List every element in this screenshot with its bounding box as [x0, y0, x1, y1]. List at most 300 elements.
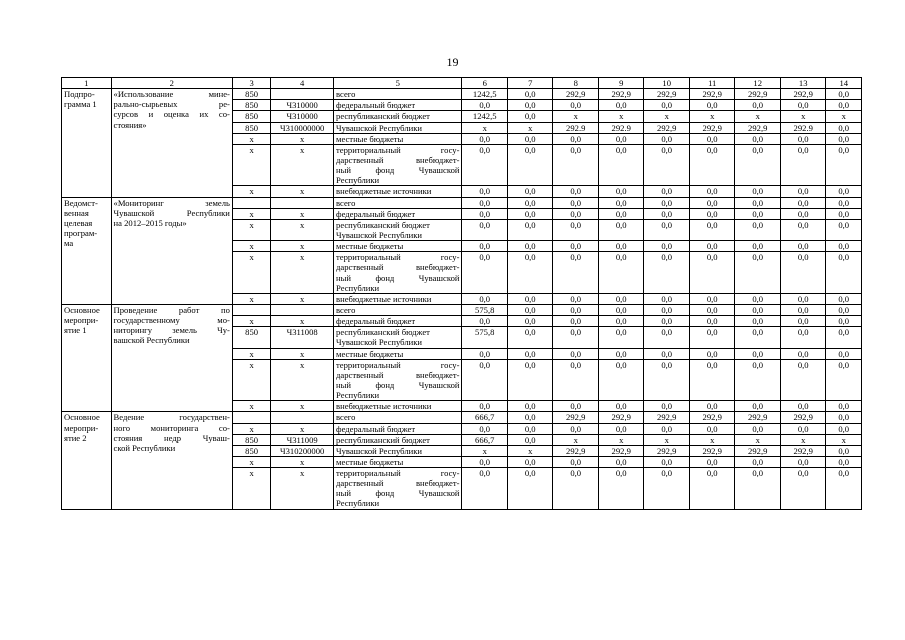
item-title-line: ниторингу земель Чу- [113, 325, 230, 336]
amount-cell: 0,0 [735, 219, 781, 240]
funding-source-line: федеральный бюджет [336, 316, 416, 327]
target-code-cell: х [271, 468, 334, 510]
target-code-cell: х [271, 144, 334, 186]
amount-cell: 0,0 [826, 219, 862, 240]
amount-cell: 0,0 [507, 208, 553, 219]
amount-cell: х [780, 111, 826, 122]
amount-cell: 0,0 [780, 456, 826, 467]
funding-source-line: территориальный госу- [336, 252, 460, 263]
amount-cell: 0,0 [826, 186, 862, 197]
amount-cell: 0,0 [826, 412, 862, 423]
amount-cell: 0,0 [598, 423, 644, 434]
amount-cell: 1242,5 [462, 111, 508, 122]
header-cell: 10 [644, 78, 690, 89]
amount-cell: 0,0 [689, 133, 735, 144]
amount-cell: 0,0 [735, 304, 781, 315]
amount-cell: х [553, 111, 599, 122]
amount-cell: 0,0 [507, 100, 553, 111]
amount-cell: 0,0 [689, 197, 735, 208]
item-type-cell [62, 412, 112, 509]
amount-cell: 0,0 [507, 348, 553, 359]
page-number: 19 [446, 55, 459, 69]
budget-code-cell: х [232, 186, 270, 197]
amount-cell: 0,0 [507, 252, 553, 294]
amount-cell: 0,0 [689, 144, 735, 186]
amount-cell: 0,0 [598, 100, 644, 111]
amount-cell: 0,0 [689, 359, 735, 401]
amount-cell: 0,0 [553, 252, 599, 294]
amount-cell: 292,9 [644, 122, 690, 133]
amount-cell: 0,0 [644, 304, 690, 315]
budget-code-cell: 850 [232, 434, 270, 445]
funding-source-line: всего [336, 197, 356, 208]
amount-cell: 0,0 [689, 304, 735, 315]
item-type-line: ятие 2 [64, 432, 87, 443]
amount-cell: 0,0 [598, 304, 644, 315]
amount-cell: 0,0 [553, 456, 599, 467]
amount-cell: 0,0 [780, 359, 826, 401]
item-title-line: «Мониторинг земель [113, 197, 230, 208]
amount-cell: 0,0 [553, 468, 599, 510]
amount-cell: х [826, 434, 862, 445]
item-type-line: меропри- [64, 422, 99, 433]
amount-cell: 292,9 [735, 412, 781, 423]
amount-cell: 0,0 [735, 468, 781, 510]
amount-cell: 292,9 [689, 412, 735, 423]
funding-source-line: республиканский бюджет [336, 219, 430, 230]
target-code-cell: х [271, 241, 334, 252]
funding-source-line: местные бюджеты [336, 241, 404, 252]
amount-cell: 0,0 [507, 316, 553, 327]
budget-code-cell: х [232, 359, 270, 401]
amount-cell: 0,0 [598, 252, 644, 294]
amount-cell: 292,9 [553, 412, 599, 423]
amount-cell: 0,0 [507, 186, 553, 197]
amount-cell: 0,0 [507, 144, 553, 186]
budget-code-cell: х [232, 316, 270, 327]
funding-source-line: ный фонд Чувашской [336, 272, 460, 283]
amount-cell: 0,0 [507, 359, 553, 401]
funding-source-line: Республики [336, 175, 380, 186]
amount-cell: 0,0 [780, 327, 826, 348]
item-title-line: государственному мо- [113, 315, 230, 326]
amount-cell: 0,0 [553, 316, 599, 327]
funding-source-cell [334, 423, 462, 434]
amount-cell: 0,0 [689, 252, 735, 294]
funding-source-cell [334, 348, 462, 359]
amount-cell: 0,0 [553, 219, 599, 240]
amount-cell: 0,0 [644, 133, 690, 144]
amount-cell: 292,9 [598, 89, 644, 100]
amount-cell: 0,0 [462, 359, 508, 401]
table-row [62, 89, 862, 100]
target-code-cell: х [271, 133, 334, 144]
amount-cell: 0,0 [598, 316, 644, 327]
funding-source-line: местные бюджеты [336, 456, 404, 467]
target-code-cell: Ч310000 [271, 100, 334, 111]
amount-cell: 0,0 [553, 241, 599, 252]
amount-cell: 0,0 [644, 348, 690, 359]
amount-cell: 292,9 [780, 89, 826, 100]
table-header [62, 78, 862, 89]
amount-cell: 0,0 [826, 100, 862, 111]
amount-cell: 0,0 [644, 197, 690, 208]
amount-cell: 0,0 [735, 293, 781, 304]
header-cell: 12 [735, 78, 781, 89]
amount-cell: 0,0 [826, 456, 862, 467]
item-type-line: Основное [64, 304, 100, 315]
amount-cell: 0,0 [553, 144, 599, 186]
amount-cell: 0,0 [507, 111, 553, 122]
budget-code-cell: х [232, 348, 270, 359]
target-code-cell: х [271, 316, 334, 327]
amount-cell: 0,0 [644, 327, 690, 348]
budget-code-cell: х [232, 208, 270, 219]
amount-cell: 0,0 [462, 456, 508, 467]
header-cell: 7 [507, 78, 553, 89]
amount-cell: 0,0 [462, 348, 508, 359]
header-cell: 6 [462, 78, 508, 89]
funding-source-line: Чувашской Республики [336, 122, 422, 133]
target-code-cell: х [271, 208, 334, 219]
amount-cell: 0,0 [735, 423, 781, 434]
funding-source-line: территориальный госу- [336, 359, 460, 370]
budget-code-cell: х [232, 293, 270, 304]
amount-cell: 0,0 [462, 208, 508, 219]
amount-cell: 0,0 [507, 412, 553, 423]
funding-source-cell [334, 89, 462, 100]
amount-cell: 0,0 [598, 197, 644, 208]
amount-cell: 0,0 [780, 252, 826, 294]
amount-cell: 0,0 [689, 208, 735, 219]
budget-code-cell: 850 [232, 100, 270, 111]
amount-cell: 0,0 [644, 241, 690, 252]
target-code-cell: х [271, 348, 334, 359]
amount-cell: 0,0 [735, 252, 781, 294]
amount-cell: 575,8 [462, 304, 508, 315]
amount-cell: х [553, 434, 599, 445]
amount-cell: 292,9 [644, 445, 690, 456]
amount-cell: 0,0 [780, 197, 826, 208]
funding-source-cell [334, 122, 462, 133]
amount-cell: 0,0 [598, 293, 644, 304]
item-type-line: Подпро- [64, 89, 95, 100]
amount-cell: 0,0 [507, 293, 553, 304]
funding-source-line: территориальный госу- [336, 468, 460, 479]
amount-cell: 292.9 [598, 122, 644, 133]
amount-cell: 0,0 [598, 219, 644, 240]
amount-cell: 0,0 [689, 219, 735, 240]
amount-cell: 0,0 [826, 304, 862, 315]
amount-cell: 0,0 [689, 348, 735, 359]
budget-code-cell: х [232, 144, 270, 186]
amount-cell: 0,0 [507, 219, 553, 240]
amount-cell: 0,0 [689, 423, 735, 434]
amount-cell: 292.9 [780, 122, 826, 133]
budget-code-cell: 850 [232, 327, 270, 348]
funding-source-line: дарственный внебюджет- [336, 154, 460, 165]
amount-cell: 0,0 [826, 122, 862, 133]
amount-cell: 666,7 [462, 412, 508, 423]
amount-cell: 0,0 [826, 468, 862, 510]
amount-cell: 0,0 [507, 423, 553, 434]
budget-code-cell [232, 197, 270, 208]
funding-source-cell [334, 468, 462, 510]
amount-cell: 0,0 [780, 133, 826, 144]
amount-cell: 292,9 [553, 445, 599, 456]
funding-source-cell [334, 111, 462, 122]
amount-cell: 292,9 [644, 89, 690, 100]
amount-cell: 0,0 [780, 100, 826, 111]
amount-cell: 0,0 [780, 316, 826, 327]
amount-cell: 0,0 [644, 423, 690, 434]
amount-cell: 0,0 [507, 304, 553, 315]
target-code-cell: Ч310000000 [271, 122, 334, 133]
amount-cell: 0,0 [689, 456, 735, 467]
amount-cell: 0,0 [507, 456, 553, 467]
amount-cell: 0,0 [644, 144, 690, 186]
amount-cell: 292,9 [644, 412, 690, 423]
table-row [62, 304, 862, 315]
amount-cell: 0,0 [735, 133, 781, 144]
amount-cell: 0,0 [553, 348, 599, 359]
funding-source-cell [334, 219, 462, 240]
target-code-cell [271, 304, 334, 315]
amount-cell: 0,0 [780, 401, 826, 412]
amount-cell: 0,0 [735, 241, 781, 252]
amount-cell: 1242,5 [462, 89, 508, 100]
item-type-line: венная [64, 207, 89, 218]
funding-source-cell [334, 208, 462, 219]
amount-cell: 0,0 [780, 293, 826, 304]
funding-source-line: ный фонд Чувашской [336, 165, 460, 176]
target-code-cell [271, 89, 334, 100]
item-type-line: меропри- [64, 315, 99, 326]
funding-source-cell [334, 456, 462, 467]
amount-cell: 0,0 [553, 100, 599, 111]
funding-source-cell [334, 327, 462, 348]
item-type-line: целевая [64, 217, 93, 228]
budget-code-cell: х [232, 468, 270, 510]
amount-cell: 0,0 [462, 423, 508, 434]
funding-source-cell [334, 186, 462, 197]
amount-cell: 0,0 [644, 359, 690, 401]
target-code-cell: х [271, 219, 334, 240]
amount-cell: 0,0 [735, 144, 781, 186]
amount-cell: 0,0 [462, 468, 508, 510]
amount-cell: 0,0 [644, 316, 690, 327]
amount-cell: 0,0 [644, 208, 690, 219]
amount-cell: 0,0 [644, 456, 690, 467]
budget-code-cell: х [232, 252, 270, 294]
item-title-line: Ведение государствен- [113, 412, 230, 423]
funding-source-line: республиканский бюджет [336, 327, 430, 338]
funding-source-line: дарственный внебюджет- [336, 262, 460, 273]
amount-cell: 0,0 [735, 359, 781, 401]
amount-cell: 0,0 [644, 186, 690, 197]
item-title-line: Проведение работ по [113, 304, 230, 315]
funding-source-cell [334, 445, 462, 456]
amount-cell: 0,0 [780, 241, 826, 252]
amount-cell: х [462, 122, 508, 133]
amount-cell: 0,0 [689, 293, 735, 304]
funding-source-line: Чувашской Республики [336, 229, 422, 240]
budget-code-cell [232, 412, 270, 423]
amount-cell: 0,0 [598, 327, 644, 348]
amount-cell: 0,0 [644, 401, 690, 412]
table-body [62, 89, 862, 509]
amount-cell: х [507, 445, 553, 456]
amount-cell: 0,0 [553, 208, 599, 219]
amount-cell: х [598, 111, 644, 122]
amount-cell: 0,0 [826, 89, 862, 100]
target-code-cell: х [271, 456, 334, 467]
item-title-cell [111, 89, 232, 197]
budget-code-cell: 850 [232, 89, 270, 100]
amount-cell: 0,0 [826, 423, 862, 434]
item-title-line: стояния» [113, 119, 147, 130]
header-cell: 11 [689, 78, 735, 89]
amount-cell: 666,7 [462, 434, 508, 445]
amount-cell: 0,0 [689, 100, 735, 111]
funding-source-cell [334, 133, 462, 144]
header-cell: 2 [111, 78, 232, 89]
amount-cell: 0,0 [462, 219, 508, 240]
funding-source-cell [334, 412, 462, 423]
amount-cell: 0,0 [462, 241, 508, 252]
amount-cell: 0,0 [644, 293, 690, 304]
amount-cell: 0,0 [735, 186, 781, 197]
target-code-cell: Ч310200000 [271, 445, 334, 456]
budget-code-cell: х [232, 219, 270, 240]
funding-source-line: Республики [336, 282, 380, 293]
target-code-cell: х [271, 401, 334, 412]
budget-code-cell: 850 [232, 122, 270, 133]
amount-cell: 0,0 [826, 241, 862, 252]
funding-source-line: Республики [336, 390, 380, 401]
amount-cell: 0,0 [826, 144, 862, 186]
amount-cell: 292,9 [735, 89, 781, 100]
amount-cell: 0,0 [735, 316, 781, 327]
funding-source-line: Республики [336, 498, 380, 509]
header-cell: 8 [553, 78, 599, 89]
amount-cell: 292,9 [780, 412, 826, 423]
amount-cell: 0,0 [598, 468, 644, 510]
amount-cell: 0,0 [644, 100, 690, 111]
funding-source-cell [334, 359, 462, 401]
amount-cell: х [689, 111, 735, 122]
amount-cell: 0,0 [598, 241, 644, 252]
funding-source-cell [334, 434, 462, 445]
budget-code-cell: 850 [232, 111, 270, 122]
amount-cell: 0,0 [507, 327, 553, 348]
amount-cell: 0,0 [689, 401, 735, 412]
budget-code-cell: х [232, 423, 270, 434]
amount-cell: 0,0 [507, 133, 553, 144]
funding-source-line: территориальный госу- [336, 144, 460, 155]
amount-cell: 0,0 [689, 468, 735, 510]
amount-cell: 0,0 [553, 423, 599, 434]
target-code-cell [271, 197, 334, 208]
amount-cell: 0,0 [780, 348, 826, 359]
funding-source-line: Чувашской Республики [336, 445, 422, 456]
item-type-line: Ведомст- [64, 197, 98, 208]
amount-cell: 0,0 [826, 197, 862, 208]
amount-cell: 0,0 [598, 144, 644, 186]
amount-cell: 0,0 [780, 468, 826, 510]
budget-code-cell [232, 304, 270, 315]
amount-cell: 0,0 [689, 186, 735, 197]
amount-cell: х [462, 445, 508, 456]
amount-cell: 575,8 [462, 327, 508, 348]
funding-source-line: Чувашской Республики [336, 337, 422, 348]
amount-cell: 0,0 [553, 186, 599, 197]
target-code-cell [271, 412, 334, 423]
amount-cell: 0,0 [826, 445, 862, 456]
amount-cell: 0,0 [826, 327, 862, 348]
item-title-line: на 2012–2015 годы» [113, 217, 187, 228]
amount-cell: 0,0 [598, 348, 644, 359]
amount-cell: 0,0 [598, 401, 644, 412]
target-code-cell: х [271, 186, 334, 197]
amount-cell: х [780, 434, 826, 445]
item-type-line: ма [64, 238, 74, 249]
amount-cell: 0,0 [826, 293, 862, 304]
amount-cell: 292,9 [780, 445, 826, 456]
item-title-line: вашской Республики [113, 335, 190, 346]
item-title-cell [111, 197, 232, 304]
target-code-cell: х [271, 293, 334, 304]
funding-table [61, 77, 862, 510]
amount-cell: 292,9 [553, 89, 599, 100]
amount-cell: 0,0 [780, 219, 826, 240]
table-row [62, 412, 862, 423]
amount-cell: 0,0 [462, 186, 508, 197]
amount-cell: 0,0 [735, 197, 781, 208]
header-cell: 1 [62, 78, 112, 89]
funding-source-line: всего [336, 304, 356, 315]
amount-cell: х [735, 434, 781, 445]
budget-code-cell: х [232, 456, 270, 467]
amount-cell: 0,0 [735, 401, 781, 412]
amount-cell: х [826, 111, 862, 122]
table-row [62, 197, 862, 208]
amount-cell: 0,0 [553, 197, 599, 208]
amount-cell: 0,0 [826, 316, 862, 327]
amount-cell: 0,0 [507, 241, 553, 252]
funding-source-line: всего [336, 412, 356, 423]
budget-code-cell: х [232, 241, 270, 252]
header-cell: 5 [334, 78, 462, 89]
amount-cell: х [598, 434, 644, 445]
item-type-line: Основное [64, 412, 100, 423]
target-code-cell: х [271, 423, 334, 434]
amount-cell: 0,0 [780, 208, 826, 219]
funding-source-cell [334, 252, 462, 294]
amount-cell: 292.9 [553, 122, 599, 133]
funding-source-line: местные бюджеты [336, 133, 404, 144]
amount-cell: 0,0 [689, 327, 735, 348]
amount-cell: 0,0 [553, 327, 599, 348]
amount-cell: 292,9 [689, 445, 735, 456]
item-type-line: програм- [64, 227, 98, 238]
amount-cell: 0,0 [553, 359, 599, 401]
amount-cell: 0,0 [689, 316, 735, 327]
item-type-line: грамма 1 [64, 99, 97, 110]
amount-cell: х [689, 434, 735, 445]
funding-source-cell [334, 316, 462, 327]
item-title-line: ного мониторинга со- [113, 422, 230, 433]
